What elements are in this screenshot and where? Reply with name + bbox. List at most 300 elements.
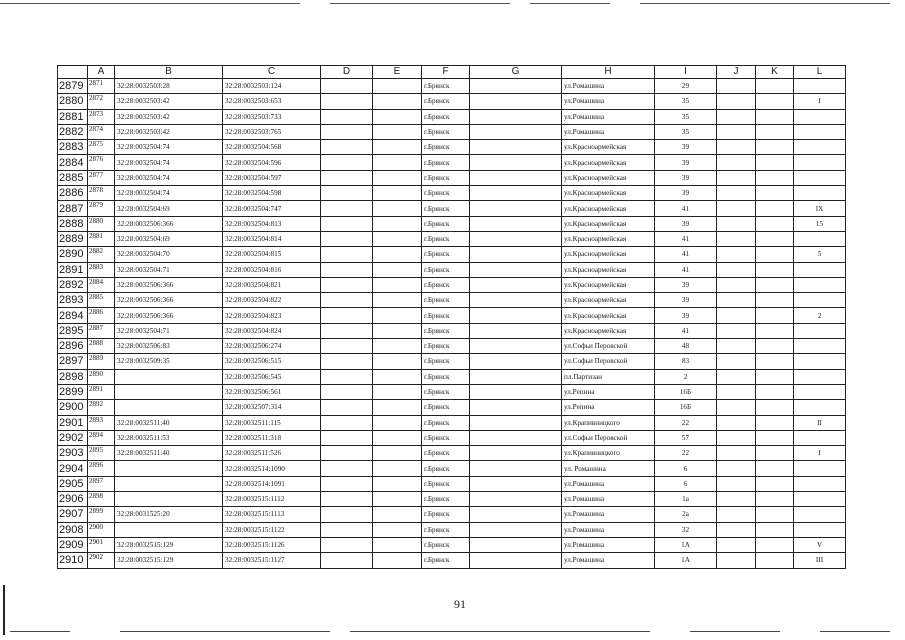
cell-h: ул.Красноармейская — [562, 323, 655, 338]
row-number: 2909 — [58, 537, 88, 552]
cell-e — [373, 308, 422, 323]
cell-j — [717, 79, 756, 94]
table-row — [58, 308, 846, 323]
cell-k — [756, 186, 794, 201]
cell-i: 48 — [655, 339, 717, 354]
table-row — [58, 216, 846, 231]
cell-f: г.Брянск — [422, 461, 470, 476]
cell-k — [756, 247, 794, 262]
table-row — [58, 384, 846, 399]
cell-e — [373, 186, 422, 201]
cell-e — [373, 522, 422, 537]
cell-j — [717, 109, 756, 124]
table-row — [58, 155, 846, 170]
cell-g — [470, 369, 562, 384]
cell-j — [717, 369, 756, 384]
cell-g — [470, 155, 562, 170]
cell-k — [756, 415, 794, 430]
cell-d — [321, 476, 373, 491]
table-row — [58, 400, 846, 415]
cell-d — [321, 262, 373, 277]
cell-e — [373, 339, 422, 354]
row-number: 2896 — [58, 339, 88, 354]
cell-h: ул.Красноармейская — [562, 155, 655, 170]
row-number: 2891 — [58, 262, 88, 277]
cell-j — [717, 522, 756, 537]
cell-f: г.Брянск — [422, 109, 470, 124]
cell-k — [756, 522, 794, 537]
cell-f: г.Брянск — [422, 216, 470, 231]
cell-g — [470, 94, 562, 109]
table-row — [58, 522, 846, 537]
cell-a: 2883 — [88, 262, 115, 277]
cell-d — [321, 384, 373, 399]
cell-g — [470, 323, 562, 338]
cell-g — [470, 476, 562, 491]
cell-l — [794, 461, 846, 476]
cell-g — [470, 384, 562, 399]
cell-e — [373, 293, 422, 308]
cell-k — [756, 124, 794, 139]
cell-b: 32:28:0032515:129 — [115, 553, 223, 568]
cell-i: 16Б — [655, 400, 717, 415]
cell-c: 32:28:0032511:526 — [223, 446, 321, 461]
col-header-e: E — [373, 66, 422, 79]
cell-b: 32:28:0032504:74 — [115, 140, 223, 155]
cell-c: 32:28:0032514:1091 — [223, 476, 321, 491]
cell-g — [470, 277, 562, 292]
table-row — [58, 354, 846, 369]
corner-cell — [58, 66, 88, 79]
cell-c: 32:28:0032504:747 — [223, 201, 321, 216]
cell-a: 2885 — [88, 293, 115, 308]
cell-f: г.Брянск — [422, 339, 470, 354]
cell-h: ул.Софьи Перовской — [562, 339, 655, 354]
cell-d — [321, 339, 373, 354]
row-number: 2902 — [58, 430, 88, 445]
cell-b: 32:28:0032506:83 — [115, 339, 223, 354]
cell-g — [470, 339, 562, 354]
table-row — [58, 537, 846, 552]
cell-b — [115, 400, 223, 415]
cell-g — [470, 461, 562, 476]
cell-h: ул.Ромашина — [562, 492, 655, 507]
cell-e — [373, 537, 422, 552]
cell-f: г.Брянск — [422, 430, 470, 445]
cell-b — [115, 461, 223, 476]
cell-d — [321, 186, 373, 201]
cell-h: ул.Красноармейская — [562, 293, 655, 308]
cell-k — [756, 369, 794, 384]
cell-l: V — [794, 537, 846, 552]
row-number: 2894 — [58, 308, 88, 323]
cell-g — [470, 354, 562, 369]
cell-a: 2873 — [88, 109, 115, 124]
cell-i: 41 — [655, 247, 717, 262]
cell-i: 41 — [655, 201, 717, 216]
row-number: 2879 — [58, 79, 88, 94]
cell-j — [717, 537, 756, 552]
cell-k — [756, 293, 794, 308]
cell-g — [470, 415, 562, 430]
cell-h: ул.Красноармейская — [562, 186, 655, 201]
table-row — [58, 461, 846, 476]
cell-c: 32:28:0032504:824 — [223, 323, 321, 338]
table-row — [58, 124, 846, 139]
cell-i: 39 — [655, 216, 717, 231]
cell-l — [794, 79, 846, 94]
row-number: 2898 — [58, 369, 88, 384]
cell-j — [717, 262, 756, 277]
table-row — [58, 446, 846, 461]
cell-g — [470, 308, 562, 323]
cell-e — [373, 124, 422, 139]
cell-i: 39 — [655, 308, 717, 323]
cell-k — [756, 308, 794, 323]
table-row — [58, 293, 846, 308]
cell-k — [756, 140, 794, 155]
table-row — [58, 339, 846, 354]
cell-f: г.Брянск — [422, 262, 470, 277]
table-row — [58, 94, 846, 109]
cell-l — [794, 293, 846, 308]
cell-f: г.Брянск — [422, 537, 470, 552]
cell-l — [794, 476, 846, 491]
cell-l: 2 — [794, 308, 846, 323]
cell-d — [321, 94, 373, 109]
cell-b: 32:28:0032503:42 — [115, 124, 223, 139]
cell-c: 32:28:0032504:816 — [223, 262, 321, 277]
cell-h: ул.Ромашина — [562, 507, 655, 522]
cell-h: ул.Красноармейская — [562, 262, 655, 277]
cell-e — [373, 94, 422, 109]
cell-b: 32:28:0032503:42 — [115, 94, 223, 109]
row-number: 2885 — [58, 170, 88, 185]
table-row — [58, 553, 846, 568]
cell-l: 15 — [794, 216, 846, 231]
cell-d — [321, 522, 373, 537]
cell-c: 32:28:0032515:1113 — [223, 507, 321, 522]
cell-g — [470, 216, 562, 231]
cell-c: 32:28:0032511:318 — [223, 430, 321, 445]
cell-i: 39 — [655, 155, 717, 170]
cell-k — [756, 384, 794, 399]
cell-e — [373, 262, 422, 277]
cell-d — [321, 124, 373, 139]
page-number: 91 — [454, 597, 466, 611]
cell-i: 6 — [655, 476, 717, 491]
cell-a: 2875 — [88, 140, 115, 155]
cell-f: г.Брянск — [422, 522, 470, 537]
cell-e — [373, 461, 422, 476]
cell-a: 2880 — [88, 216, 115, 231]
cell-d — [321, 507, 373, 522]
table-row — [58, 170, 846, 185]
col-header-i: I — [655, 66, 717, 79]
cell-l — [794, 430, 846, 445]
cell-h: ул.Красноармейская — [562, 140, 655, 155]
cell-i: 22 — [655, 446, 717, 461]
cell-k — [756, 537, 794, 552]
cell-b — [115, 369, 223, 384]
row-number: 2904 — [58, 461, 88, 476]
cell-h: ул.Ромашина — [562, 109, 655, 124]
cell-f: г.Брянск — [422, 384, 470, 399]
cell-l: I — [794, 94, 846, 109]
cell-l: II — [794, 415, 846, 430]
cell-c: 32:28:0032504:597 — [223, 170, 321, 185]
cell-c: 32:28:0032506:515 — [223, 354, 321, 369]
cell-a: 2900 — [88, 522, 115, 537]
cell-d — [321, 400, 373, 415]
cell-k — [756, 79, 794, 94]
cell-j — [717, 384, 756, 399]
cell-f: г.Брянск — [422, 492, 470, 507]
cell-j — [717, 308, 756, 323]
cell-b: 32:28:0032515:129 — [115, 537, 223, 552]
cell-a: 2876 — [88, 155, 115, 170]
cell-d — [321, 492, 373, 507]
cell-e — [373, 231, 422, 246]
cell-e — [373, 369, 422, 384]
scan-bottom-border — [0, 631, 905, 632]
col-header-a: A — [88, 66, 115, 79]
row-number: 2880 — [58, 94, 88, 109]
cell-b: 32:28:0032504:74 — [115, 155, 223, 170]
row-number: 2886 — [58, 186, 88, 201]
cell-d — [321, 201, 373, 216]
cell-i: 39 — [655, 277, 717, 292]
cell-f: г.Брянск — [422, 94, 470, 109]
cell-a: 2888 — [88, 339, 115, 354]
cell-d — [321, 446, 373, 461]
cell-f: г.Брянск — [422, 323, 470, 338]
cell-c: 32:28:0032504:814 — [223, 231, 321, 246]
cell-g — [470, 247, 562, 262]
cell-c: 32:28:0032506:561 — [223, 384, 321, 399]
cell-a: 2874 — [88, 124, 115, 139]
cell-g — [470, 124, 562, 139]
cell-h: ул.Красноармейская — [562, 216, 655, 231]
row-number: 2884 — [58, 155, 88, 170]
cell-l — [794, 170, 846, 185]
cell-j — [717, 553, 756, 568]
cell-d — [321, 79, 373, 94]
cell-k — [756, 170, 794, 185]
cell-g — [470, 186, 562, 201]
cell-j — [717, 124, 756, 139]
cell-e — [373, 170, 422, 185]
cell-j — [717, 247, 756, 262]
cell-f: г.Брянск — [422, 201, 470, 216]
table-row — [58, 109, 846, 124]
cell-d — [321, 109, 373, 124]
table-row — [58, 476, 846, 491]
cell-j — [717, 323, 756, 338]
cell-j — [717, 277, 756, 292]
cell-j — [717, 201, 756, 216]
cell-a: 2881 — [88, 231, 115, 246]
cell-i: 83 — [655, 354, 717, 369]
cell-j — [717, 430, 756, 445]
cell-f: г.Брянск — [422, 170, 470, 185]
cell-h: ул.Ромашина — [562, 94, 655, 109]
cell-g — [470, 109, 562, 124]
cell-c: 32:28:0032503:124 — [223, 79, 321, 94]
cell-f: г.Брянск — [422, 553, 470, 568]
cell-i: 1А — [655, 553, 717, 568]
scan-top-border — [0, 3, 905, 4]
row-number: 2900 — [58, 400, 88, 415]
cell-b: 32:28:0032504:69 — [115, 201, 223, 216]
cell-i: 6 — [655, 461, 717, 476]
cell-b — [115, 476, 223, 491]
row-number: 2893 — [58, 293, 88, 308]
cell-j — [717, 155, 756, 170]
cell-l — [794, 384, 846, 399]
cell-f: г.Брянск — [422, 415, 470, 430]
cell-l: 5 — [794, 247, 846, 262]
cell-l — [794, 339, 846, 354]
cell-l — [794, 231, 846, 246]
row-number: 2910 — [58, 553, 88, 568]
cell-g — [470, 231, 562, 246]
cell-i: 41 — [655, 231, 717, 246]
cell-d — [321, 415, 373, 430]
cell-e — [373, 109, 422, 124]
cell-j — [717, 461, 756, 476]
cell-i: 2 — [655, 369, 717, 384]
cell-l — [794, 354, 846, 369]
cell-a: 2901 — [88, 537, 115, 552]
cell-b: 32:28:0032511:40 — [115, 415, 223, 430]
col-header-g: G — [470, 66, 562, 79]
cell-f: г.Брянск — [422, 186, 470, 201]
cell-l — [794, 277, 846, 292]
cell-f: г.Брянск — [422, 354, 470, 369]
cell-k — [756, 94, 794, 109]
cell-k — [756, 446, 794, 461]
cell-b: 32:28:0032503:42 — [115, 109, 223, 124]
cell-i: 35 — [655, 124, 717, 139]
cell-e — [373, 492, 422, 507]
cell-e — [373, 79, 422, 94]
cell-h: ул.Красноармейская — [562, 231, 655, 246]
cell-e — [373, 140, 422, 155]
cell-g — [470, 79, 562, 94]
cell-a: 2886 — [88, 308, 115, 323]
table-row — [58, 79, 846, 94]
cell-g — [470, 492, 562, 507]
spreadsheet-table — [57, 65, 846, 569]
cell-i: 32 — [655, 522, 717, 537]
col-header-l: L — [794, 66, 846, 79]
cell-c: 32:28:0032504:822 — [223, 293, 321, 308]
cell-c: 32:28:0032504:568 — [223, 140, 321, 155]
cell-c: 32:28:0032503:733 — [223, 109, 321, 124]
cell-d — [321, 553, 373, 568]
cell-l — [794, 522, 846, 537]
cell-a: 2899 — [88, 507, 115, 522]
cell-h: ул.Ромашина — [562, 124, 655, 139]
cell-h: ул.Репина — [562, 400, 655, 415]
cell-g — [470, 430, 562, 445]
row-number: 2897 — [58, 354, 88, 369]
cell-d — [321, 461, 373, 476]
row-number: 2905 — [58, 476, 88, 491]
cell-j — [717, 400, 756, 415]
cell-b: 32:28:0032504:69 — [115, 231, 223, 246]
cell-d — [321, 354, 373, 369]
cell-a: 2872 — [88, 94, 115, 109]
col-header-b: B — [115, 66, 223, 79]
table-row — [58, 262, 846, 277]
cell-j — [717, 170, 756, 185]
cell-l: IX — [794, 201, 846, 216]
cell-a: 2879 — [88, 201, 115, 216]
cell-d — [321, 140, 373, 155]
cell-i: 1А — [655, 537, 717, 552]
cell-c: 32:28:0032511:115 — [223, 415, 321, 430]
cell-g — [470, 201, 562, 216]
row-number: 2906 — [58, 492, 88, 507]
row-number: 2907 — [58, 507, 88, 522]
cell-k — [756, 201, 794, 216]
cell-d — [321, 155, 373, 170]
cell-a: 2902 — [88, 553, 115, 568]
cell-b: 32:28:0032503:28 — [115, 79, 223, 94]
cell-c: 32:28:0032515:1126 — [223, 537, 321, 552]
cell-k — [756, 476, 794, 491]
col-header-d: D — [321, 66, 373, 79]
cell-e — [373, 476, 422, 491]
cell-d — [321, 430, 373, 445]
cell-k — [756, 109, 794, 124]
cell-h: ул.Ромашина — [562, 522, 655, 537]
table-row — [58, 430, 846, 445]
cell-e — [373, 277, 422, 292]
col-header-c: C — [223, 66, 321, 79]
cell-d — [321, 308, 373, 323]
cell-c: 32:28:0032504:596 — [223, 155, 321, 170]
cell-e — [373, 430, 422, 445]
cell-e — [373, 155, 422, 170]
cell-f: г.Брянск — [422, 124, 470, 139]
cell-h: ул.Софьи Перовской — [562, 354, 655, 369]
cell-i: 2а — [655, 507, 717, 522]
cell-c: 32:28:0032504:823 — [223, 308, 321, 323]
cell-f: г.Брянск — [422, 446, 470, 461]
cell-e — [373, 354, 422, 369]
row-number: 2889 — [58, 231, 88, 246]
cell-i: 16Б — [655, 384, 717, 399]
cell-i: 1а — [655, 492, 717, 507]
cell-e — [373, 400, 422, 415]
cell-h: ул. Ромашина — [562, 461, 655, 476]
table-row — [58, 140, 846, 155]
cell-l — [794, 124, 846, 139]
cell-i: 57 — [655, 430, 717, 445]
cell-j — [717, 293, 756, 308]
cell-e — [373, 216, 422, 231]
cell-k — [756, 507, 794, 522]
cell-e — [373, 384, 422, 399]
cell-d — [321, 170, 373, 185]
cell-l — [794, 369, 846, 384]
cell-b: 32:28:0032506:366 — [115, 308, 223, 323]
cell-c: 32:28:0032515:1112 — [223, 492, 321, 507]
cell-l — [794, 323, 846, 338]
